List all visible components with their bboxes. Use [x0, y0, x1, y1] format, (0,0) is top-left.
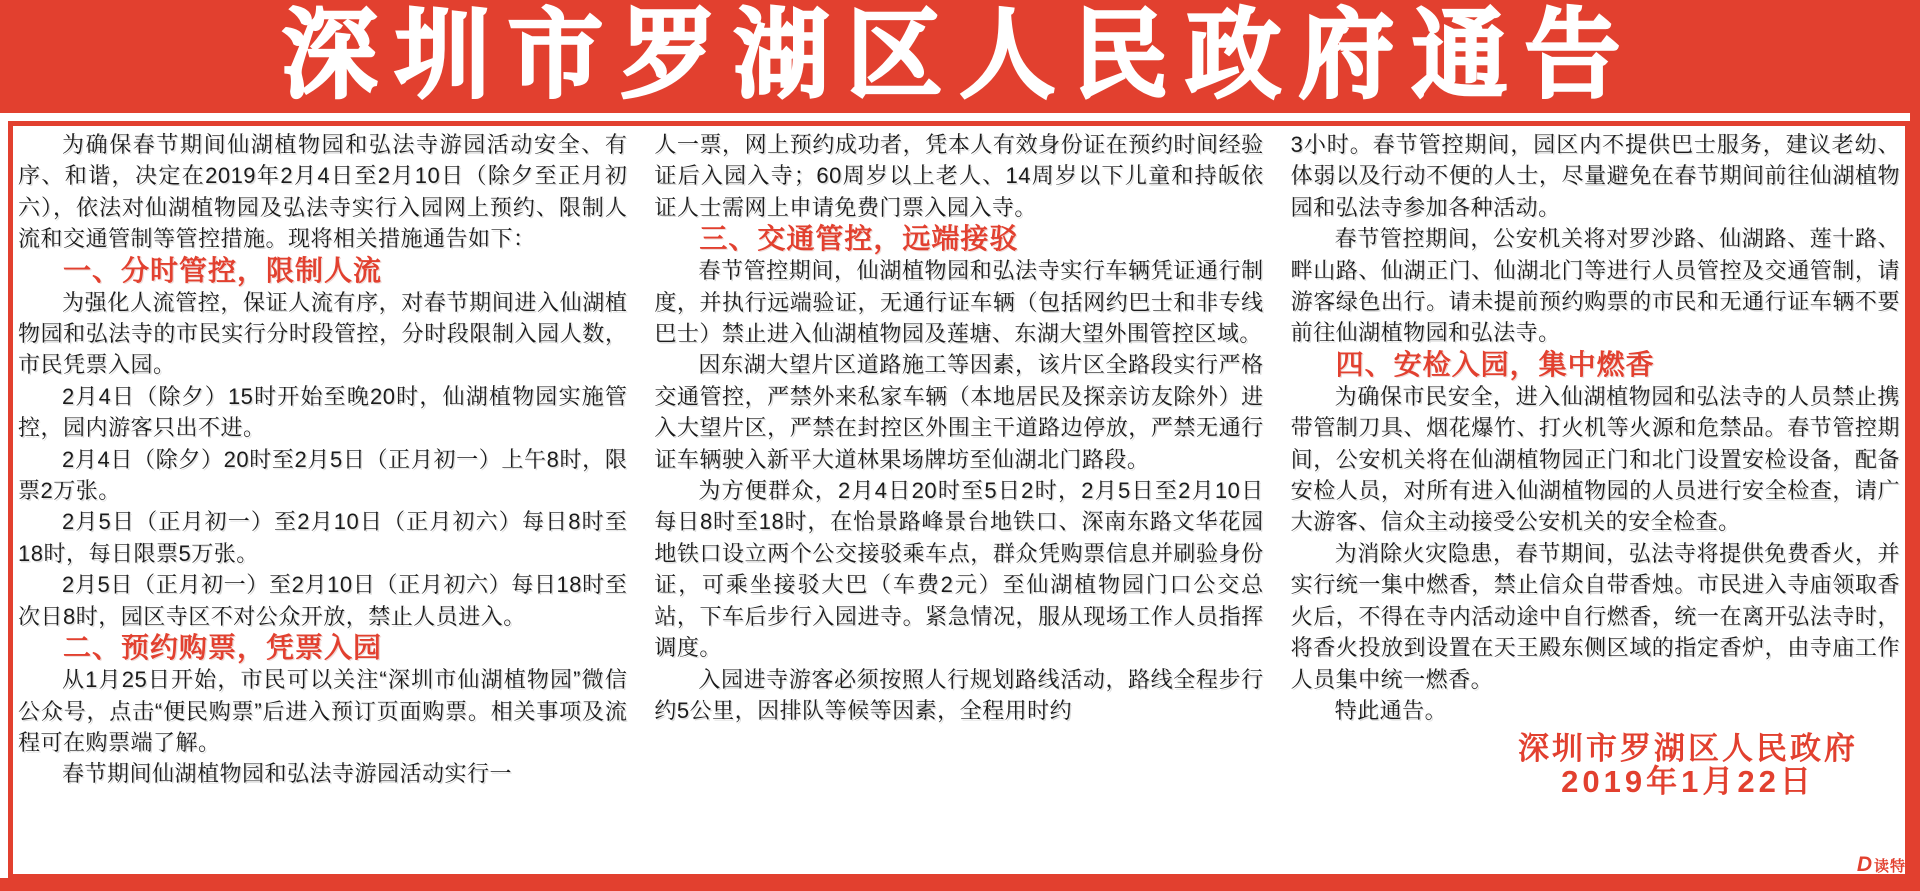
signature-issuer: 深圳市罗湖区人民政府 [1517, 731, 1858, 767]
section-heading-3: 三、交通管控，远端接驳 [699, 223, 1019, 255]
right-border [1910, 113, 1920, 891]
signature-block [1518, 732, 1858, 798]
paragraph: 2月4日（除夕）20时至2月5日（正月初一）上午8时，限票2万张。 [18, 446, 628, 504]
paragraph: 春节管控期间，仙湖植物园和弘法寺实行车辆凭证通行制度，并执行远端验证，无通行证车辆（包括网约巴士和非专线巴士）禁止进入仙湖植物园及莲塘、东湖大望外围管控区域。 [654, 258, 1264, 347]
dute-label: 读特 [1873, 858, 1906, 875]
paragraph: 3小时。春节管控期间，园区内不提供巴士服务，建议老幼、体弱以及行动不便的人士，尽量避免在春节期间前往仙湖植物园和弘法寺参加各种活动。 [1290, 132, 1900, 220]
paragraph: 特此通告。 [1334, 697, 1448, 723]
notice-body [13, 126, 1905, 874]
paragraph: 入园进寺游客必须按照人行规划路线活动，路线全程步行约5公里，因排队等候等因素，全程用时约 [654, 666, 1264, 723]
signature-date: 2019年1月22日 [1561, 764, 1815, 800]
paragraph: 春节期间仙湖植物园和弘法寺游园活动实行一 [62, 761, 513, 787]
notice-title: 深圳市罗湖区人民政府通告 [281, 1, 1638, 111]
paragraph: 为确保春节期间仙湖植物园和弘法寺游园活动安全、有序、和谐，决定在2019年2月4日至2月10日（除夕至正月初六），依法对仙湖植物园及弘法寺实行入园网上预约、限制人流和交通管制等管控措施。现将相关措施通告如下： [18, 132, 628, 252]
paragraph: 2月4日（除夕）15时开始至晚20时，仙湖植物园实施管控，园内游客只出不进。 [18, 383, 628, 441]
text-column-3 [1291, 129, 1900, 874]
dute-watermark [1857, 854, 1906, 875]
paragraph: 为消除火灾隐患，春节期间，弘法寺将提供免费香火，并实行统一集中燃香，禁止信众自带香烛。市民进入寺庙领取香火后，不得在寺内活动途中自行燃香，统一在离开弘法寺时，将香火投放到设置在天王殿东侧区域的指定香炉，由寺庙工作人员集中统一燃香。 [1290, 540, 1900, 692]
dute-logo-icon: D [1856, 853, 1872, 876]
paragraph: 春节管控期间，公安机关将对罗沙路、仙湖路、莲十路、畔山路、仙湖正门、仙湖北门等进行人员管控及交通管制，请游客绿色出行。请未提前预约购票的市民和无通行证车辆不要前往仙湖植物园和弘法寺。 [1290, 226, 1900, 346]
paragraph: 为强化人流管控，保证人流有序，对春节期间进入仙湖植物园和弘法寺的市民实行分时段管控，分时段限制入园人数，市民凭票入园。 [18, 289, 628, 378]
paragraph: 为确保市民安全，进入仙湖植物园和弘法寺的人员禁止携带管制刀具、烟花爆竹、打火机等火源和危禁品。春节管控期间，公安机关将在仙湖植物园正门和北门设置安检设备，配备安检人员，对所有进入仙湖植物园的人员进行安全检查，请广大游客、信众主动接受公安机关的安全检查。 [1290, 383, 1900, 535]
paragraph: 为方便群众，2月4日20时至5日2时，2月5日至2月10日每日8时至18时，在怡景路峰景台地铁口、深南东路文华花园地铁口设立两个公交接驳乘车点，群众凭购票信息并刷验身份证，可乘坐接驳大巴（车费2元）至仙湖植物园门口公交总站，下车后步行入园进寺。紧急情况，服从现场工作人员指挥调度。 [654, 478, 1264, 661]
paragraph: 从1月25日开始，市民可以关注“深圳市仙湖植物园”微信公众号，点击“便民购票”后进入预订页面购票。相关事项及流程可在购票端了解。 [18, 667, 628, 755]
section-heading-4: 四、安检入园，集中燃香 [1335, 348, 1655, 380]
paragraph: 2月5日（正月初一）至2月10日（正月初六）每日8时至18时，每日限票5万张。 [18, 509, 628, 566]
text-column-1 [18, 129, 627, 874]
paragraph: 2月5日（正月初一）至2月10日（正月初六）每日18时至次日8时，园区寺区不对公众开放，禁止人员进入。 [18, 572, 628, 629]
text-column-2 [654, 129, 1263, 874]
bottom-border [0, 878, 1920, 891]
paragraph: 人一票，网上预约成功者，凭本人有效身份证在预约时间经验证后入园入寺；60周岁以上老人、14周岁以下儿童和持皈依证人士需网上申请免费门票入园入寺。 [654, 132, 1264, 220]
paragraph: 因东湖大望片区道路施工等因素，该片区全路段实行严格交通管控，严禁外来私家车辆（本地居民及探亲访友除外）进入大望片区，严禁在封控区外围主干道路边停放，严禁无通行证车辆驶入新平大道林果场牌坊至仙湖北门路段。 [654, 352, 1264, 472]
section-heading-2: 二、预约购票，凭票入园 [63, 632, 383, 664]
section-heading-1: 一、分时管控，限制人流 [63, 254, 383, 286]
notice-banner [0, 0, 1920, 113]
